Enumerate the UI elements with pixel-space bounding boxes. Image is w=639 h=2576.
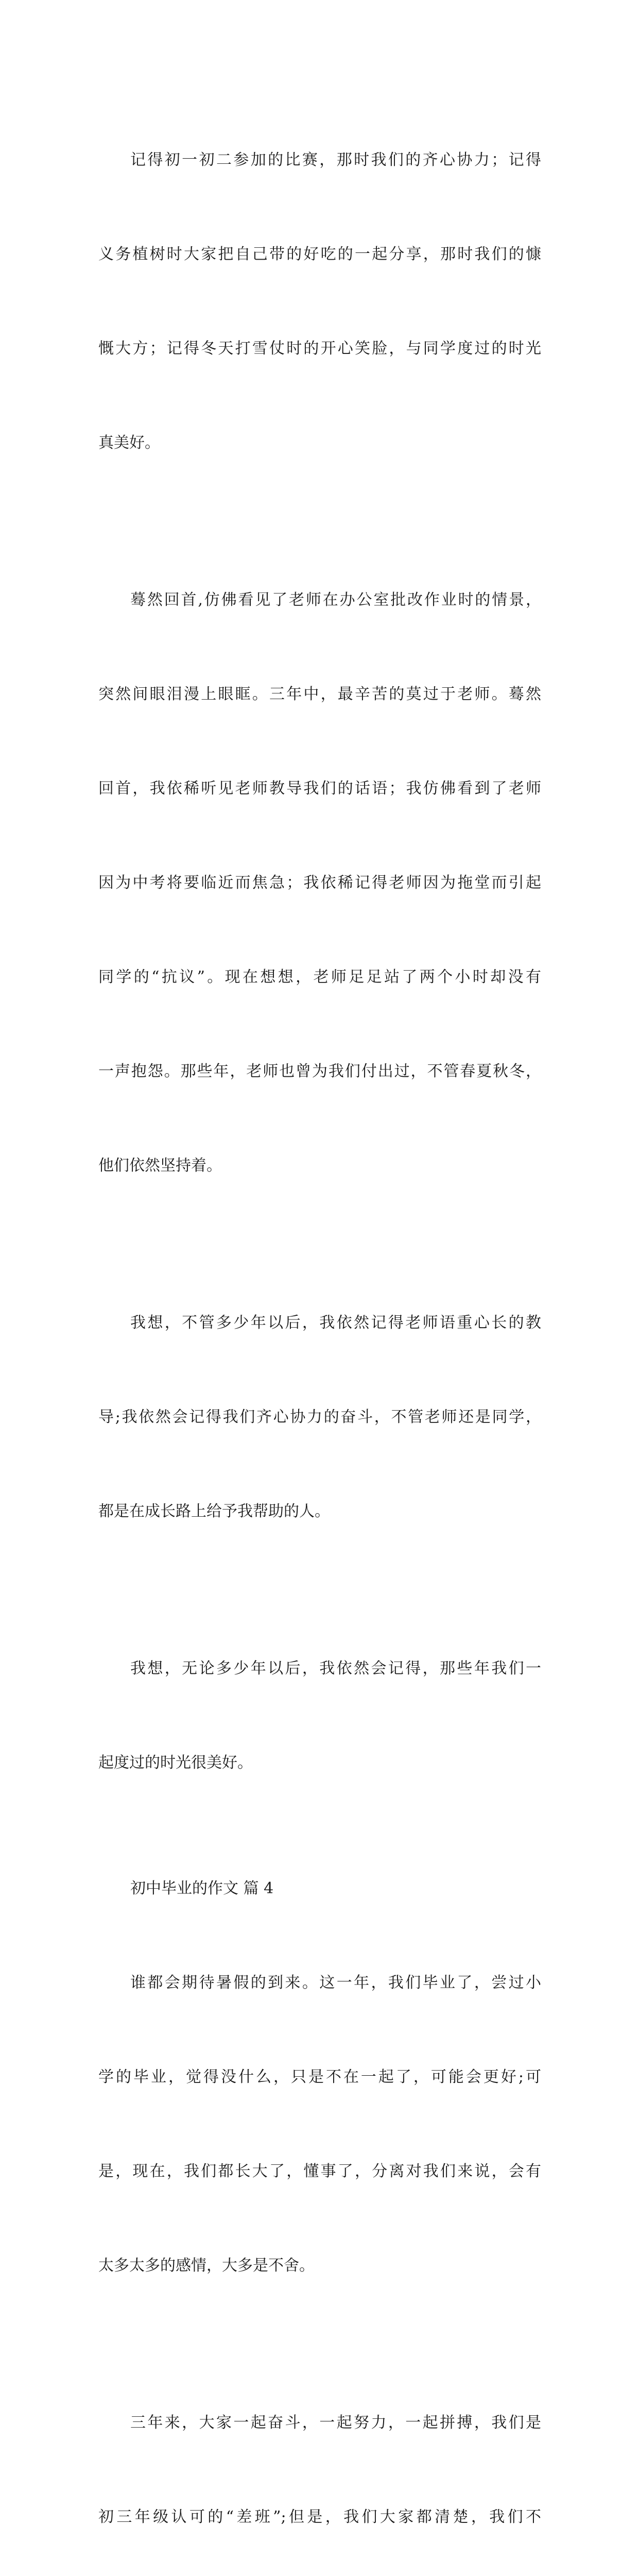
text-line: 我想，无论多少年以后，我依然会记得，那些年我们一 <box>130 1659 541 1677</box>
text-line: 因为中考将要临近而焦急；我依稀记得老师因为拖堂而引起 <box>98 874 541 892</box>
text-line: 一声抱怨。那些年，老师也曾为我们付出过，不管春夏秋冬， <box>98 1062 541 1080</box>
text-line: 起度过的时光很美好。 <box>98 1754 253 1772</box>
paragraph <box>98 1244 541 1590</box>
text-line: 真美好。 <box>98 434 160 452</box>
paragraph <box>98 1904 541 2344</box>
text-line: 蓦然回首,仿佛看见了老师在办公室批改作业时的情景， <box>130 591 541 609</box>
paragraph <box>98 81 541 521</box>
document-body <box>98 81 541 2576</box>
text-line: 谁都会期待暑假的到来。这一年，我们毕业了，尝过小 <box>130 1974 541 1992</box>
text-line: 导;我依然会记得我们齐心协力的奋斗，不管老师还是同学， <box>98 1408 541 1426</box>
text-line: 都是在成长路上给予我帮助的人。 <box>98 1502 330 1520</box>
section-title: 初中毕业的作文 篇 4 <box>130 1879 274 1897</box>
text-line: 记得初一初二参加的比赛，那时我们的齐心协力；记得 <box>130 151 541 169</box>
paragraph <box>98 521 541 1244</box>
text-line: 慨大方；记得冬天打雪仗时的开心笑脸，与同学度过的时光 <box>98 340 541 358</box>
text-line: 回首，我依稀听见老师教导我们的话语；我仿佛看到了老师 <box>98 779 541 798</box>
text-line: 初三年级认可的“差班”;但是，我们大家都清楚，我们不 <box>98 2508 541 2526</box>
text-line: 同学的“抗议”。现在想想，老师足足站了两个小时却没有 <box>98 968 541 986</box>
paragraph <box>98 2344 541 2576</box>
text-line: 是，现在，我们都长大了，懂事了，分离对我们来说，会有 <box>98 2162 541 2180</box>
text-line: 我想，不管多少年以后，我依然记得老师语重心长的教 <box>130 1314 541 1332</box>
text-line: 太多太多的感情，大多是不舍。 <box>98 2257 315 2275</box>
text-line: 学的毕业，觉得没什么，只是不在一起了，可能会更好;可 <box>98 2068 541 2086</box>
text-line: 他们依然坚持着。 <box>98 1157 222 1175</box>
text-line: 义务植树时大家把自己带的好吃的一起分享，那时我们的慷 <box>98 245 541 263</box>
text-line: 三年来，大家一起奋斗，一起努力，一起拼搏，我们是 <box>130 2414 541 2432</box>
text-line: 突然间眼泪漫上眼眶。三年中，最辛苦的莫过于老师。蓦然 <box>98 685 541 703</box>
paragraph <box>98 1590 541 1841</box>
